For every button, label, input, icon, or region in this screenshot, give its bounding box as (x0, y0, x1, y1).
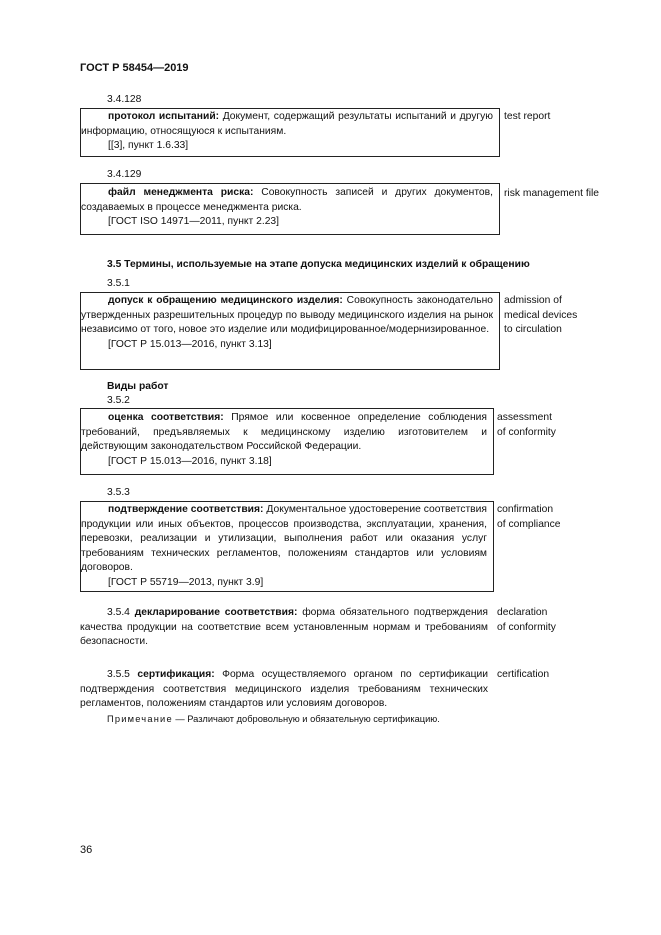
english-term (497, 503, 561, 532)
term-definition (81, 294, 493, 338)
english-term: risk management file (504, 188, 599, 199)
term-box-3-4-128 (80, 108, 500, 157)
english-term-line: of conformity (497, 426, 556, 438)
entry-number: 3.4.129 (107, 169, 142, 180)
english-term-line: declaration (497, 607, 548, 618)
english-term-line: of compliance (497, 518, 561, 530)
term-definition (81, 186, 493, 215)
page-number: 36 (80, 844, 93, 856)
term-name: оценка соответствия: (108, 412, 224, 423)
entry-number: 3.5.5 (107, 669, 130, 680)
section-heading: 3.5 Термины, используемые на этапе допуска медицинских изделий к обращению (107, 259, 530, 270)
term-definition (80, 606, 488, 650)
definition-text: Совокупность законодательно утвержденных разрешительных процедур по выводу медицинского изделия на рынок независимо от того, новое это изделие или модифицированное/модернизированное. (81, 295, 493, 336)
term-reference: [ГОСТ ISO 14971—2011, пункт 2.23] (108, 216, 280, 228)
definition-text: Форма осуществляемого органом по сертификации подтверждения соответствия медицинского изделия требованиям технических регламентов, положениям стандартов или условиям договоров. (80, 669, 488, 710)
term-definition (81, 411, 487, 455)
term-box-3-5-3 (80, 501, 494, 592)
term-definition (81, 503, 487, 576)
english-term-line: admission of (504, 295, 562, 306)
note (107, 712, 440, 727)
term-box-3-5-2 (80, 408, 494, 475)
note-text: — Различают добровольную и обязательную сертификацию. (172, 714, 440, 724)
term-box-3-5-1 (80, 292, 500, 370)
term-reference: [[3], пункт 1.6.33] (108, 140, 189, 152)
term-name: сертификация: (137, 669, 215, 680)
definition-text: Документальное удостоверение соответствия продукции или иных объектов, процессов производства, эксплуатации, хранения, перевозки, реализации и утилизации, выполнения работ или оказания услуг требованиям технических регламентов, положениям стандартов или условиям договоров. (81, 504, 487, 574)
entry-number: 3.5.3 (107, 487, 130, 498)
note-label: Примечание (107, 714, 173, 724)
english-term-line: to circulation (504, 324, 562, 336)
term-reference: [ГОСТ Р 55719—2013, пункт 3.9] (108, 576, 264, 588)
term-reference: [ГОСТ Р 15.013—2016, пункт 3.18] (108, 455, 272, 467)
english-term (497, 411, 556, 440)
term-name: файл менеджмента риска: (108, 187, 254, 198)
entry-number: 3.5.4 (107, 607, 130, 618)
english-term: test report (504, 111, 551, 122)
definition-text: Документ, содержащий результаты испытаний и другую информацию, относящуюся к испытаниям. (81, 111, 493, 137)
term-box-3-4-129 (80, 183, 500, 235)
english-term-line: medical devices (504, 309, 578, 321)
entry-3-5-5 (80, 668, 488, 712)
entry-number: 3.5.1 (107, 278, 130, 289)
english-term-line: of conformity (497, 621, 556, 633)
english-term-line: confirmation (497, 504, 554, 515)
definition-text: Совокупность записей и других документов, создаваемых в процессе менеджмента риска. (81, 187, 493, 213)
term-name: декларирование соответствия: (134, 607, 298, 618)
term-name: допуск к обращению медицинского изделия: (108, 295, 343, 306)
english-term (504, 294, 577, 338)
english-term: certification (497, 669, 550, 680)
term-reference: [ГОСТ Р 15.013—2016, пункт 3.13] (108, 338, 272, 350)
document-id: ГОСТ Р 58454—2019 (80, 62, 189, 74)
entry-number: 3.4.128 (107, 94, 142, 105)
entry-3-5-4 (80, 606, 488, 650)
entry-number: 3.5.2 (107, 395, 130, 406)
english-term-line: assessment (497, 412, 552, 423)
term-definition (80, 668, 488, 712)
term-definition (81, 110, 493, 139)
subheading: Виды работ (107, 381, 169, 392)
definition-text: Прямое или косвенное определение соблюдения требований, предъявляемых к медицинскому изделию изготовителем и действующим законодательством Российской Федерации. (81, 412, 487, 453)
term-name: протокол испытаний: (108, 111, 220, 122)
term-name: подтверждение соответствия: (108, 504, 264, 515)
english-term (497, 606, 556, 635)
definition-text: форма обязательного подтверждения качества продукции на соответствие всем установленным нормам и требованиям безопасности. (80, 607, 489, 648)
